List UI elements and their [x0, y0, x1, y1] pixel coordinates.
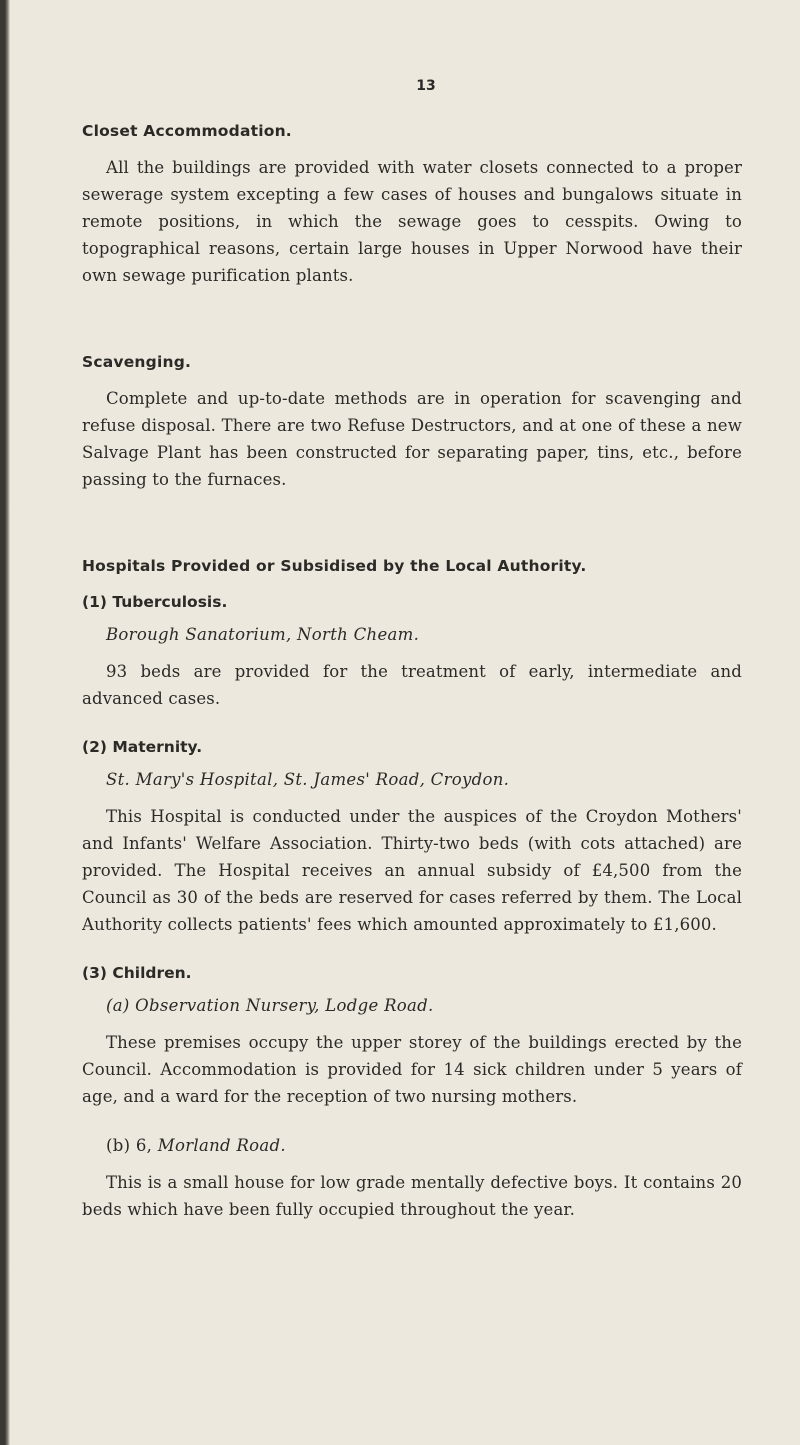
- item-place: Observation Nursery, Lodge Road.: [135, 996, 434, 1015]
- section-hospitals: [82, 557, 742, 1223]
- subsection-heading: (1) Tuberculosis.: [82, 593, 228, 611]
- subsection-heading: (3) Children.: [82, 964, 192, 982]
- subsection-maternity: [82, 738, 742, 938]
- page-binding-edge: [0, 0, 10, 1445]
- section-paragraph: All the buildings are provided with water closets connected to a proper sewerage system excepting a few cases of houses and bungalows situate in remote positions, in which the sewage goes to cesspits. Owing to topographical reasons, certain large houses in Upper Norwood have their own sewage purification plants.: [82, 158, 742, 285]
- institution-name: St. Mary's Hospital, St. James' Road, Croydon.: [106, 770, 510, 789]
- section-heading: Hospitals Provided or Subsidised by the Local Authority.: [82, 557, 587, 575]
- section-heading: Scavenging.: [82, 353, 192, 371]
- document-page: [82, 78, 742, 1223]
- subsection-paragraph: This Hospital is conducted under the auspices of the Croydon Mothers' and Infants' Welfare Association. Thirty-two beds (with cots attached) are provided. The Hospital receives an annual subsidy of £4,500 from the Council as 30 of the beds are reserved for cases referred by them. The Local Authority collects patients' fees which amounted approximately to £1,600.: [82, 807, 742, 934]
- section-scavenging: [82, 353, 742, 493]
- subsection-tuberculosis: [82, 593, 742, 712]
- institution-name: [82, 1136, 742, 1155]
- item-observation-nursery: [82, 996, 742, 1110]
- item-morland-road: [82, 1136, 742, 1223]
- subsection-heading: (2) Maternity.: [82, 738, 203, 756]
- subsection-paragraph: 93 beds are provided for the treatment of early, intermediate and advanced cases.: [82, 662, 742, 708]
- institution-name: [82, 996, 742, 1015]
- item-paragraph: This is a small house for low grade mentally defective boys. It contains 20 beds which have been fully occupied throughout the year.: [82, 1173, 742, 1219]
- item-label: (a): [106, 996, 130, 1015]
- item-label: (b) 6,: [106, 1136, 153, 1155]
- item-paragraph: These premises occupy the upper storey of the buildings erected by the Council. Accommodation is provided for 14 sick children under 5 years of age, and a ward for the reception of two nursing mothers.: [82, 1033, 742, 1106]
- page-number: 13: [416, 78, 436, 94]
- institution-name: Borough Sanatorium, North Cheam.: [106, 625, 420, 644]
- item-place: Morland Road.: [157, 1136, 286, 1155]
- subsection-children: [82, 964, 742, 1223]
- section-heading: Closet Accommodation.: [82, 122, 292, 140]
- section-paragraph: Complete and up-to-date methods are in operation for scavenging and refuse disposal. There are two Refuse Destructors, and at one of these a new Salvage Plant has been constructed for separating paper, tins, etc., before passing to the furnaces.: [82, 389, 742, 489]
- section-closet-accommodation: [82, 122, 742, 289]
